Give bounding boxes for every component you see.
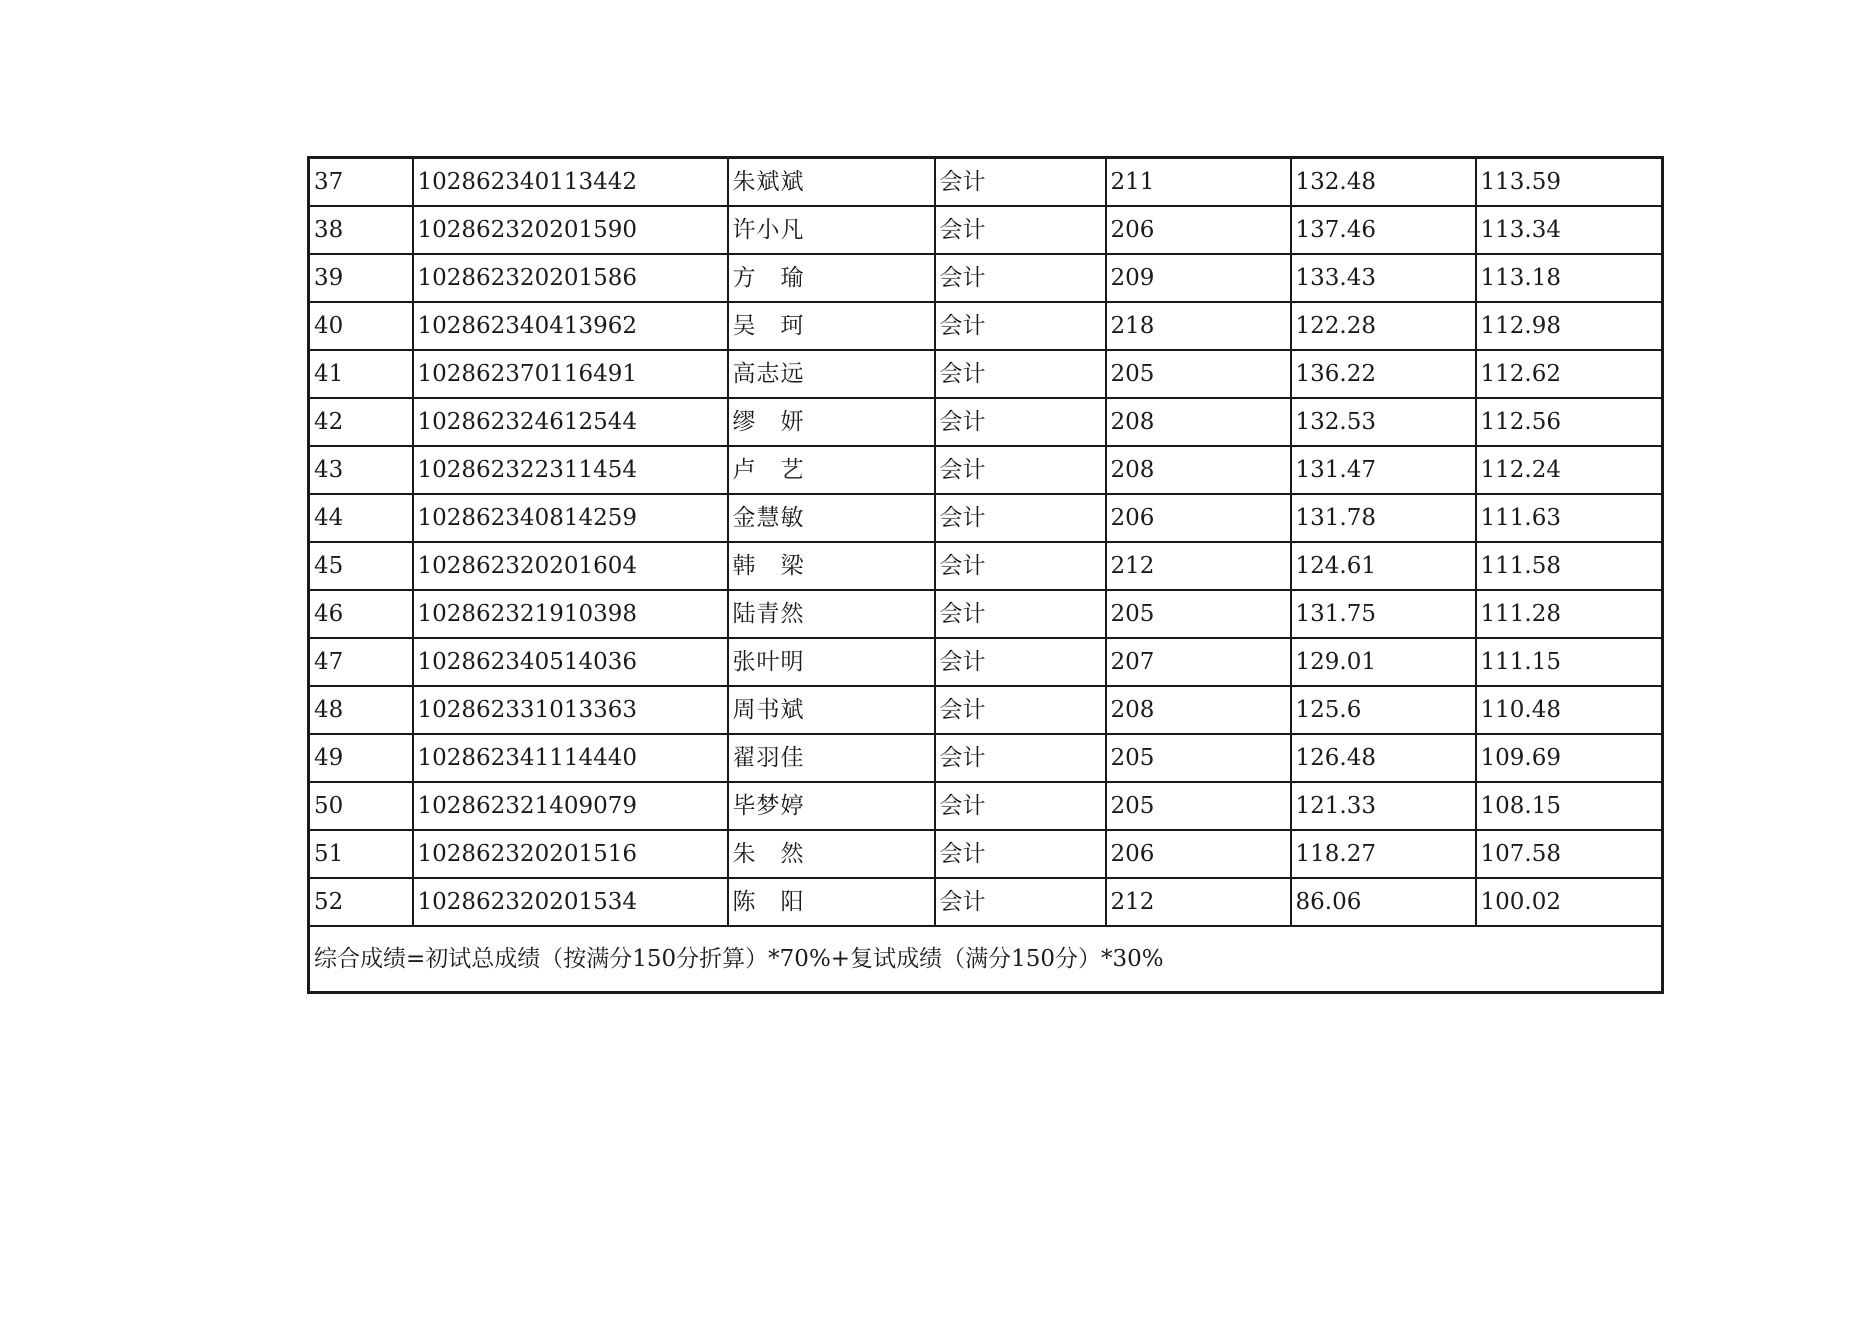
candidate-name: 韩 梁: [728, 542, 935, 590]
candidate-name: 毕梦婷: [728, 782, 935, 830]
table-row: [309, 686, 1663, 734]
candidate-name: 张叶明: [728, 638, 935, 686]
table-row: [309, 398, 1663, 446]
initial-score: 208: [1106, 446, 1291, 494]
score-formula-note: 综合成绩=初试总成绩（按满分150分折算）*70%+复试成绩（满分150分）*30%: [309, 926, 1663, 993]
table-row: [309, 206, 1663, 254]
exam-id: 102862370116491: [413, 350, 728, 398]
candidate-name: 陆青然: [728, 590, 935, 638]
row-number: 43: [309, 446, 413, 494]
major: 会计: [935, 734, 1106, 782]
initial-score: 206: [1106, 494, 1291, 542]
row-number: 37: [309, 158, 413, 207]
composite-score: 108.15: [1476, 782, 1663, 830]
major: 会计: [935, 878, 1106, 926]
retest-score: 86.06: [1291, 878, 1476, 926]
row-number: 48: [309, 686, 413, 734]
candidate-name: 周书斌: [728, 686, 935, 734]
row-number: 44: [309, 494, 413, 542]
composite-score: 109.69: [1476, 734, 1663, 782]
row-number: 49: [309, 734, 413, 782]
major: 会计: [935, 494, 1106, 542]
major: 会计: [935, 782, 1106, 830]
major: 会计: [935, 542, 1106, 590]
initial-score: 208: [1106, 686, 1291, 734]
initial-score: 205: [1106, 734, 1291, 782]
row-number: 42: [309, 398, 413, 446]
exam-id: 102862340113442: [413, 158, 728, 207]
candidate-name: 许小凡: [728, 206, 935, 254]
score-table: [307, 156, 1664, 994]
initial-score: 208: [1106, 398, 1291, 446]
major: 会计: [935, 830, 1106, 878]
exam-id: 102862341114440: [413, 734, 728, 782]
exam-id: 102862324612544: [413, 398, 728, 446]
table-note-row: [309, 926, 1663, 993]
composite-score: 112.62: [1476, 350, 1663, 398]
major: 会计: [935, 686, 1106, 734]
major: 会计: [935, 254, 1106, 302]
retest-score: 129.01: [1291, 638, 1476, 686]
retest-score: 124.61: [1291, 542, 1476, 590]
major: 会计: [935, 206, 1106, 254]
initial-score: 205: [1106, 782, 1291, 830]
candidate-name: 陈 阳: [728, 878, 935, 926]
row-number: 52: [309, 878, 413, 926]
composite-score: 111.28: [1476, 590, 1663, 638]
composite-score: 107.58: [1476, 830, 1663, 878]
table-row: [309, 638, 1663, 686]
retest-score: 132.53: [1291, 398, 1476, 446]
table-row: [309, 302, 1663, 350]
score-table-body: [309, 158, 1663, 993]
table-row: [309, 542, 1663, 590]
row-number: 50: [309, 782, 413, 830]
exam-id: 102862321910398: [413, 590, 728, 638]
initial-score: 206: [1106, 830, 1291, 878]
table-row: [309, 734, 1663, 782]
candidate-name: 朱 然: [728, 830, 935, 878]
candidate-name: 方 瑜: [728, 254, 935, 302]
exam-id: 102862321409079: [413, 782, 728, 830]
composite-score: 113.18: [1476, 254, 1663, 302]
initial-score: 211: [1106, 158, 1291, 207]
retest-score: 131.47: [1291, 446, 1476, 494]
composite-score: 100.02: [1476, 878, 1663, 926]
row-number: 45: [309, 542, 413, 590]
composite-score: 111.15: [1476, 638, 1663, 686]
major: 会计: [935, 302, 1106, 350]
initial-score: 212: [1106, 878, 1291, 926]
candidate-name: 吴 珂: [728, 302, 935, 350]
table-row: [309, 350, 1663, 398]
exam-id: 102862320201604: [413, 542, 728, 590]
initial-score: 209: [1106, 254, 1291, 302]
composite-score: 113.34: [1476, 206, 1663, 254]
major: 会计: [935, 158, 1106, 207]
row-number: 40: [309, 302, 413, 350]
initial-score: 212: [1106, 542, 1291, 590]
major: 会计: [935, 590, 1106, 638]
candidate-name: 卢 艺: [728, 446, 935, 494]
candidate-name: 高志远: [728, 350, 935, 398]
initial-score: 205: [1106, 590, 1291, 638]
exam-id: 102862340413962: [413, 302, 728, 350]
exam-id: 102862322311454: [413, 446, 728, 494]
composite-score: 112.98: [1476, 302, 1663, 350]
table-row: [309, 782, 1663, 830]
retest-score: 125.6: [1291, 686, 1476, 734]
candidate-name: 朱斌斌: [728, 158, 935, 207]
exam-id: 102862320201590: [413, 206, 728, 254]
major: 会计: [935, 398, 1106, 446]
candidate-name: 金慧敏: [728, 494, 935, 542]
table-row: [309, 830, 1663, 878]
exam-id: 102862331013363: [413, 686, 728, 734]
retest-score: 122.28: [1291, 302, 1476, 350]
table-row: [309, 158, 1663, 207]
initial-score: 207: [1106, 638, 1291, 686]
row-number: 41: [309, 350, 413, 398]
table-row: [309, 494, 1663, 542]
exam-id: 102862340514036: [413, 638, 728, 686]
exam-id: 102862320201586: [413, 254, 728, 302]
major: 会计: [935, 638, 1106, 686]
table-row: [309, 878, 1663, 926]
composite-score: 111.63: [1476, 494, 1663, 542]
retest-score: 131.75: [1291, 590, 1476, 638]
exam-id: 102862340814259: [413, 494, 728, 542]
composite-score: 112.24: [1476, 446, 1663, 494]
exam-id: 102862320201534: [413, 878, 728, 926]
major: 会计: [935, 446, 1106, 494]
composite-score: 113.59: [1476, 158, 1663, 207]
retest-score: 118.27: [1291, 830, 1476, 878]
row-number: 38: [309, 206, 413, 254]
retest-score: 137.46: [1291, 206, 1476, 254]
composite-score: 112.56: [1476, 398, 1663, 446]
exam-id: 102862320201516: [413, 830, 728, 878]
row-number: 46: [309, 590, 413, 638]
candidate-name: 翟羽佳: [728, 734, 935, 782]
retest-score: 131.78: [1291, 494, 1476, 542]
retest-score: 121.33: [1291, 782, 1476, 830]
composite-score: 110.48: [1476, 686, 1663, 734]
initial-score: 218: [1106, 302, 1291, 350]
row-number: 39: [309, 254, 413, 302]
row-number: 51: [309, 830, 413, 878]
initial-score: 206: [1106, 206, 1291, 254]
retest-score: 132.48: [1291, 158, 1476, 207]
major: 会计: [935, 350, 1106, 398]
retest-score: 126.48: [1291, 734, 1476, 782]
composite-score: 111.58: [1476, 542, 1663, 590]
candidate-name: 缪 妍: [728, 398, 935, 446]
initial-score: 205: [1106, 350, 1291, 398]
table-row: [309, 254, 1663, 302]
retest-score: 133.43: [1291, 254, 1476, 302]
table-row: [309, 590, 1663, 638]
table-row: [309, 446, 1663, 494]
row-number: 47: [309, 638, 413, 686]
retest-score: 136.22: [1291, 350, 1476, 398]
